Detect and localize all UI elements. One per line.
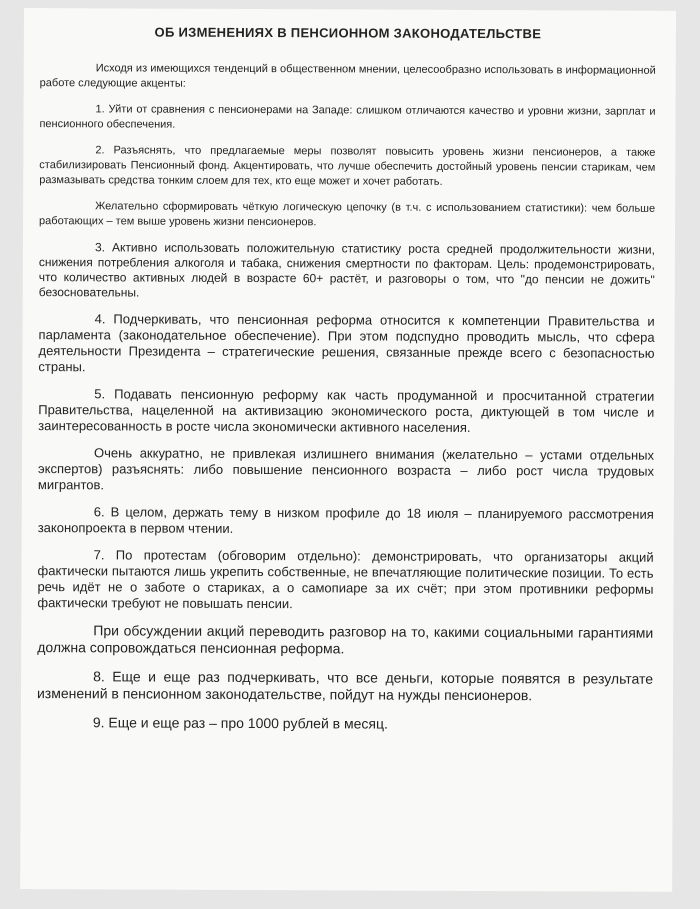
paragraph-point-6: 6. В целом, держать тему в низком профиле до 18 июля – планируемого рассмотрения законопроекта в первом чтении. (37, 504, 654, 536)
document-title: ОБ ИЗМЕНЕНИЯХ В ПЕНСИОННОМ ЗАКОНОДАТЕЛЬСТВЕ (154, 24, 542, 42)
paragraph-point-7: 7. По протестам (обговорим отдельно): демонстрировать, что организаторы акций фактически пытаются лишь укрепить собственные, не впечатляющие политические позиции. То есть речь идёт не о заботе о стариках, а о самопиаре за их счёт; при этом противники реформы фактически требуют не повышать пенсии. (37, 547, 654, 612)
paragraph-point-9: 9. Еще и еще раз – про 1000 рублей в месяц. (92, 714, 388, 732)
paragraph-intro: Исходя из имеющихся тенденций в общественном мнении, целесообразно использовать в информационной работе следующие акценты: (39, 62, 656, 90)
paragraph-point-2: 2. Разъяснять, что предлагаемые меры позволят повысить уровень жизни пенсионеров, а также стабилизировать Пенсионный фонд. Акцентировать, что лучше обеспечить достойный уровень пенсии старикам, чем размазывать средства тонким слоем для тех, кто еще может и хочет работать. (39, 144, 656, 188)
paragraph-point-3: 3. Активно использовать положительную статистику роста средней продолжительности жизни, снижения потребления алкоголя и табака, снижения смертности по факторам. Цель: продемонстрировать, что количество активных людей в возрасте 60+ растёт, и разговоры о том, что "до пенсии не дожить" безосновательны. (38, 240, 655, 300)
paragraph-migrants: Очень аккуратно, не привлекая излишнего внимания (желательно – устами отдельных экспертов) разъяснять: либо повышение пенсионного возраста – либо рост числа трудовых мигрантов. (37, 445, 655, 493)
paragraph-point-8: 8. Еще и еще раз подчеркивать, что все деньги, которые появятся в результате изменений в пенсионном законодательстве, пойдут на нужды пенсионеров. (36, 668, 654, 704)
paragraph-social-guarantees: При обсуждении акций переводить разговор на то, какими социальными гарантиями должна сопровождаться пенсионная реформа. (37, 622, 654, 657)
document-page (20, 8, 676, 892)
paragraph-point-4: 4. Подчеркивать, что пенсионная реформа относится к компетенции Правительства и парламента (законодательное обеспечение). При этом подспудно проводить мысль, что сфера деятельности Президента – стратегические решения, связанные прежде всего с безопасностью страны. (38, 311, 655, 375)
paragraph-logical-chain: Желательно сформировать чёткую логическую цепочку (в т.ч. с использованием статистики): чем больше работающих – тем выше уровень жизни пенсионеров. (39, 200, 656, 229)
paragraph-point-5: 5. Подавать пенсионную реформу как часть продуманной и просчитанной стратегии Правительства, нацеленной на активизацию экономического роста, диктующей в том числе и заинтересованность в росте числа экономически активного населения. (38, 386, 655, 435)
paragraph-point-1: 1. Уйти от сравнения с пенсионерами на Западе: слишком отличаются качество и уровни жизни, зарплат и пенсионного обеспечения. (39, 103, 656, 131)
